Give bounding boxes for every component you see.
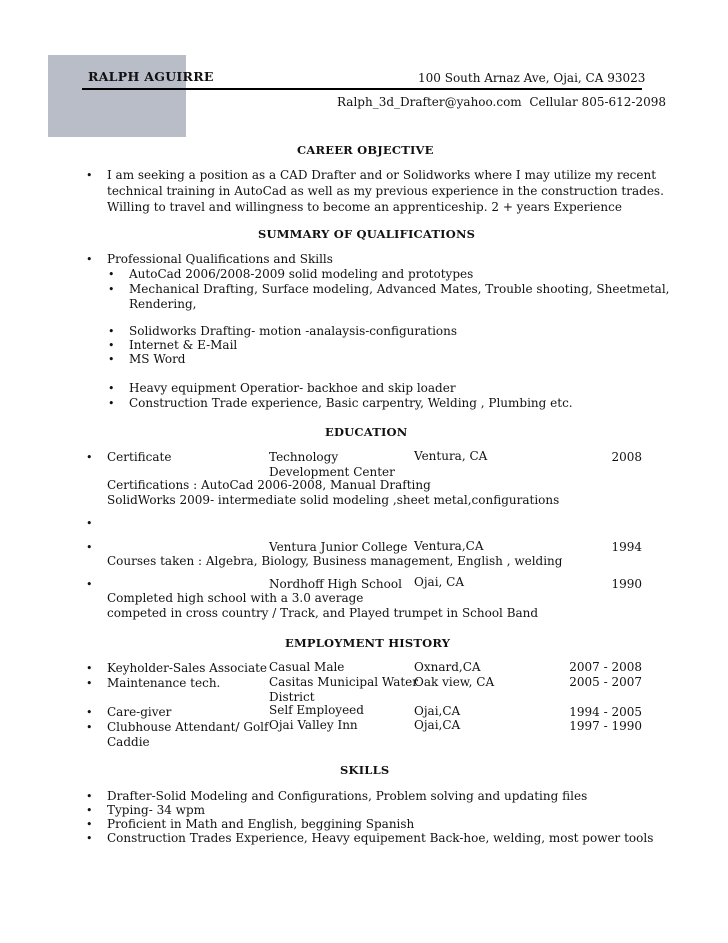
education-location: Ojai, CA (414, 575, 465, 589)
education-heading: EDUCATION (325, 425, 408, 439)
education-hs-detail: competed in cross country / Track, and Played trumpet in School Band (107, 606, 539, 620)
qualifications-title: Professional Qualifications and Skills (107, 252, 333, 266)
header-decoration-block (48, 55, 186, 137)
sub-bullet-icon: • (108, 353, 115, 366)
education-location: Ventura,CA (414, 539, 484, 553)
bullet-icon: • (86, 169, 93, 182)
bullet-icon: • (86, 818, 93, 831)
bullet-icon: • (86, 706, 93, 719)
job-title: Maintenance tech. (107, 676, 221, 690)
skill-item: Typing- 34 wpm (107, 803, 205, 817)
job-employer: Self Employeed (269, 703, 364, 717)
bullet-icon: • (86, 721, 93, 734)
job-employer: Casual Male (269, 660, 345, 674)
education-location: Ventura, CA (414, 449, 488, 463)
bullet-icon: • (86, 662, 93, 675)
job-dates: 2005 - 2007 (569, 675, 642, 689)
bullet-icon: • (86, 451, 93, 464)
education-title: Certificate (107, 450, 172, 464)
job-title: Keyholder-Sales Associate (107, 661, 268, 675)
qualification-item: Internet & E-Mail (129, 338, 238, 352)
objective-line: I am seeking a position as a CAD Drafter and or Solidworks where I may utilize my recent (107, 168, 657, 182)
objective-line: Willing to travel and willingness to become an apprenticeship. 2 + years Experience (107, 200, 622, 214)
qualification-item: Mechanical Drafting, Surface modeling, Advanced Mates, Trouble shooting, Sheetmetal, (129, 282, 670, 296)
applicant-contact (337, 95, 666, 109)
qualification-item: MS Word (129, 352, 186, 366)
job-location: Oak view, CA (414, 675, 495, 689)
job-dates: 1997 - 1990 (569, 719, 642, 733)
education-solidworks: SolidWorks 2009- intermediate solid modeling ,sheet metal,configurations (107, 493, 560, 507)
education-certifications: Certifications : AutoCad 2006-2008, Manual Drafting (107, 478, 431, 492)
bullet-icon: • (86, 790, 93, 803)
education-school: Nordhoff High School (269, 577, 402, 591)
sub-bullet-icon: • (108, 382, 115, 395)
education-hs-detail: Completed high school with a 3.0 average (107, 591, 364, 605)
job-location: Oxnard,CA (414, 660, 481, 674)
bullet-icon: • (86, 541, 93, 554)
skill-item: Proficient in Math and English, beggining Spanish (107, 817, 415, 831)
education-courses: Courses taken : Algebra, Biology, Business management, English , welding (107, 554, 563, 568)
objective-line: technical training in AutoCad as well as my previous experience in the construction trades. (107, 184, 664, 198)
qualification-item: Rendering, (129, 297, 197, 311)
education-year: 1990 (611, 577, 642, 591)
bullet-icon: • (86, 677, 93, 690)
job-title: Care-giver (107, 705, 172, 719)
sub-bullet-icon: • (108, 325, 115, 338)
skill-item: Construction Trades Experience, Heavy equipement Back-hoe, welding, most power tools (107, 831, 654, 845)
bullet-icon: • (86, 578, 93, 591)
job-title: Clubhouse Attendant/ Golf (107, 720, 269, 734)
job-employer: Casitas Municipal Water (269, 675, 419, 689)
skills-heading: SKILLS (340, 763, 390, 777)
job-title: Caddie (107, 735, 150, 749)
qualifications-heading: SUMMARY OF QUALIFICATIONS (258, 227, 476, 241)
applicant-phone: Cellular 805-612-2098 (529, 95, 667, 109)
job-location: Ojai,CA (414, 704, 461, 718)
applicant-address: 100 South Arnaz Ave, Ojai, CA 93023 (418, 71, 646, 85)
bullet-icon: • (86, 832, 93, 845)
bullet-icon: • (86, 253, 93, 266)
career-objective-heading: CAREER OBJECTIVE (297, 143, 434, 157)
sub-bullet-icon: • (108, 397, 115, 410)
job-employer: District (269, 690, 315, 704)
qualification-item: Solidworks Drafting- motion -analaysis-configurations (129, 324, 458, 338)
job-employer: Ojai Valley Inn (269, 718, 358, 732)
bullet-icon: • (86, 517, 93, 530)
job-location: Ojai,CA (414, 718, 461, 732)
qualification-item: Construction Trade experience, Basic carpentry, Welding , Plumbing etc. (129, 396, 573, 410)
qualification-item: AutoCad 2006/2008-2009 solid modeling and prototypes (129, 267, 474, 281)
qualification-item: Heavy equipment Operatior- backhoe and skip loader (129, 381, 456, 395)
job-dates: 2007 - 2008 (569, 660, 642, 674)
job-dates: 1994 - 2005 (569, 705, 642, 719)
sub-bullet-icon: • (108, 268, 115, 281)
sub-bullet-icon: • (108, 339, 115, 352)
sub-bullet-icon: • (108, 283, 115, 296)
applicant-name: RALPH AGUIRRE (88, 69, 214, 84)
education-year: 1994 (611, 540, 642, 554)
applicant-email: Ralph_3d_Drafter@yahoo.com (337, 95, 522, 109)
skill-item: Drafter-Solid Modeling and Configurations, Problem solving and updating files (107, 789, 588, 803)
education-year: 2008 (611, 450, 642, 464)
bullet-icon: • (86, 804, 93, 817)
employment-heading: EMPLOYMENT HISTORY (285, 636, 451, 650)
header-divider (82, 88, 642, 90)
education-school: Development Center (269, 465, 395, 479)
education-school: Technology (269, 450, 339, 464)
education-school: Ventura Junior College (269, 540, 408, 554)
